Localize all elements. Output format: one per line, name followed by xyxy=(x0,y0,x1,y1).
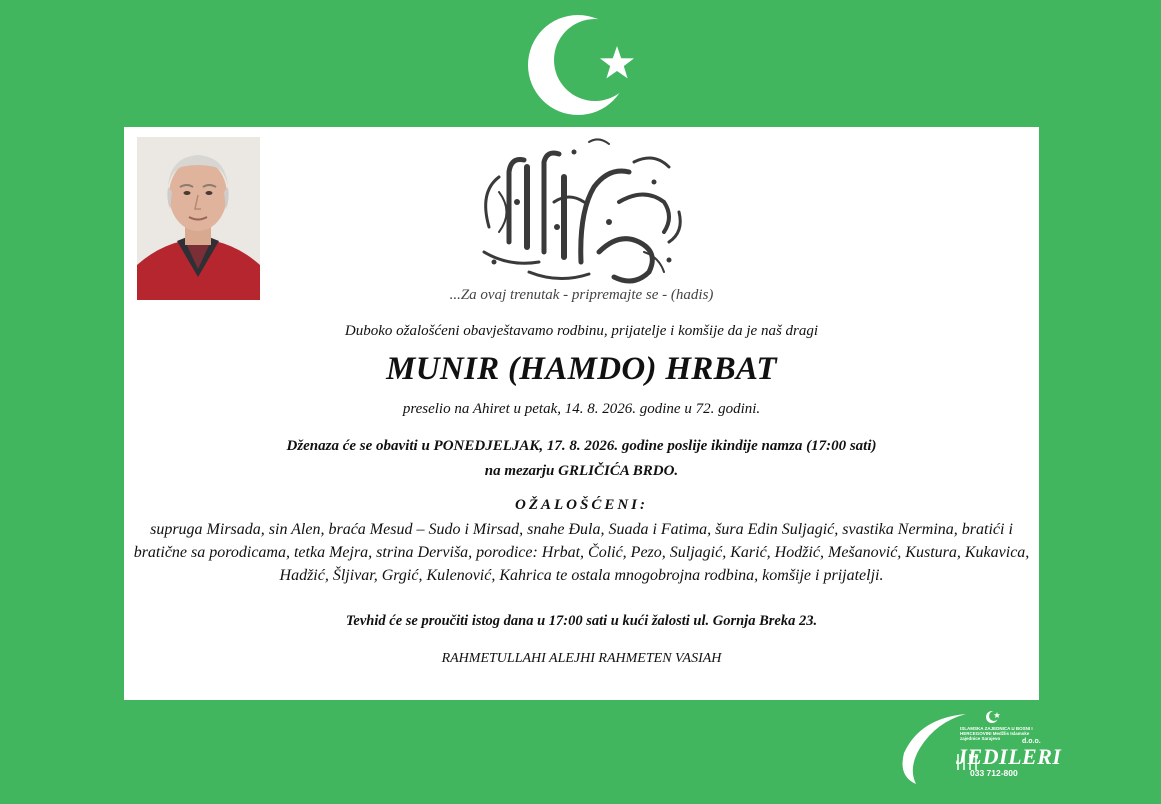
funeral-line-2: na mezarju GRLIČIĆA BRDO. xyxy=(484,463,679,479)
intro-text: Duboko ožalošćeni obavještavamo rodbinu, prijatelje i komšije da je naš dragi xyxy=(344,323,819,339)
arabic-calligraphy-icon xyxy=(469,132,694,292)
funeral-details xyxy=(124,434,1039,484)
mourners-title: OŽALOŠĆENI: xyxy=(514,497,648,513)
death-date-text: preselio na Ahiret u petak, 14. 8. 2026. godine u 72. godini. xyxy=(402,401,761,417)
obituary-card xyxy=(124,127,1039,700)
funeral-line-1: Dženaza će se obaviti u PONEDJELJAK, 17. 8. 2026. godine poslije ikindije namza (17:00 sati) xyxy=(286,438,877,454)
logo-brand: JEDILERI xyxy=(956,744,1062,769)
closing-prayer: RAHMETULLAHI ALEJHI RAHMETEN VASIAH xyxy=(441,651,722,666)
logo-organization-text: ISLAMSKA ZAJEDNICA U BOSNI I HERCEGOVINI Medžlis Islamske zajednice Sarajevo xyxy=(960,726,1033,741)
hadith-quote: ...Za ovaj trenutak - pripremajte se - (hadis) xyxy=(449,287,714,303)
tevhid-text: Tevhid će se proučiti istog dana u 17:00 sati u kući žalosti ul. Gornja Breka 23. xyxy=(345,613,818,629)
jedileri-logo xyxy=(898,708,1062,790)
crescent-star-icon xyxy=(525,12,645,120)
mourners-list: supruga Mirsada, sin Alen, braća Mesud – Sudo i Mirsad, snahe Đula, Suada i Fatima, šura Edin Suljagić, svastika Nermina, bratići i bratične sa porodicama, tetka Mejra, strina Derviša, porodice: Hrbat, Čolić, Pezo, Suljagić, Karić, Hodžić, Mešanović, Kustura, Kukavica, Hadžić, Šljivar, Grgić, Kulenović, Kahrica te ostala mnogobrojna rodbina, komšije i prijatelji. xyxy=(133,521,1030,584)
logo-phone: 033 712-800 xyxy=(970,768,1018,778)
logo-suffix: d.o.o. xyxy=(1022,738,1041,745)
deceased-name: MUNIR (HAMDO) HRBAT xyxy=(386,351,777,387)
portrait-photo xyxy=(137,137,260,300)
